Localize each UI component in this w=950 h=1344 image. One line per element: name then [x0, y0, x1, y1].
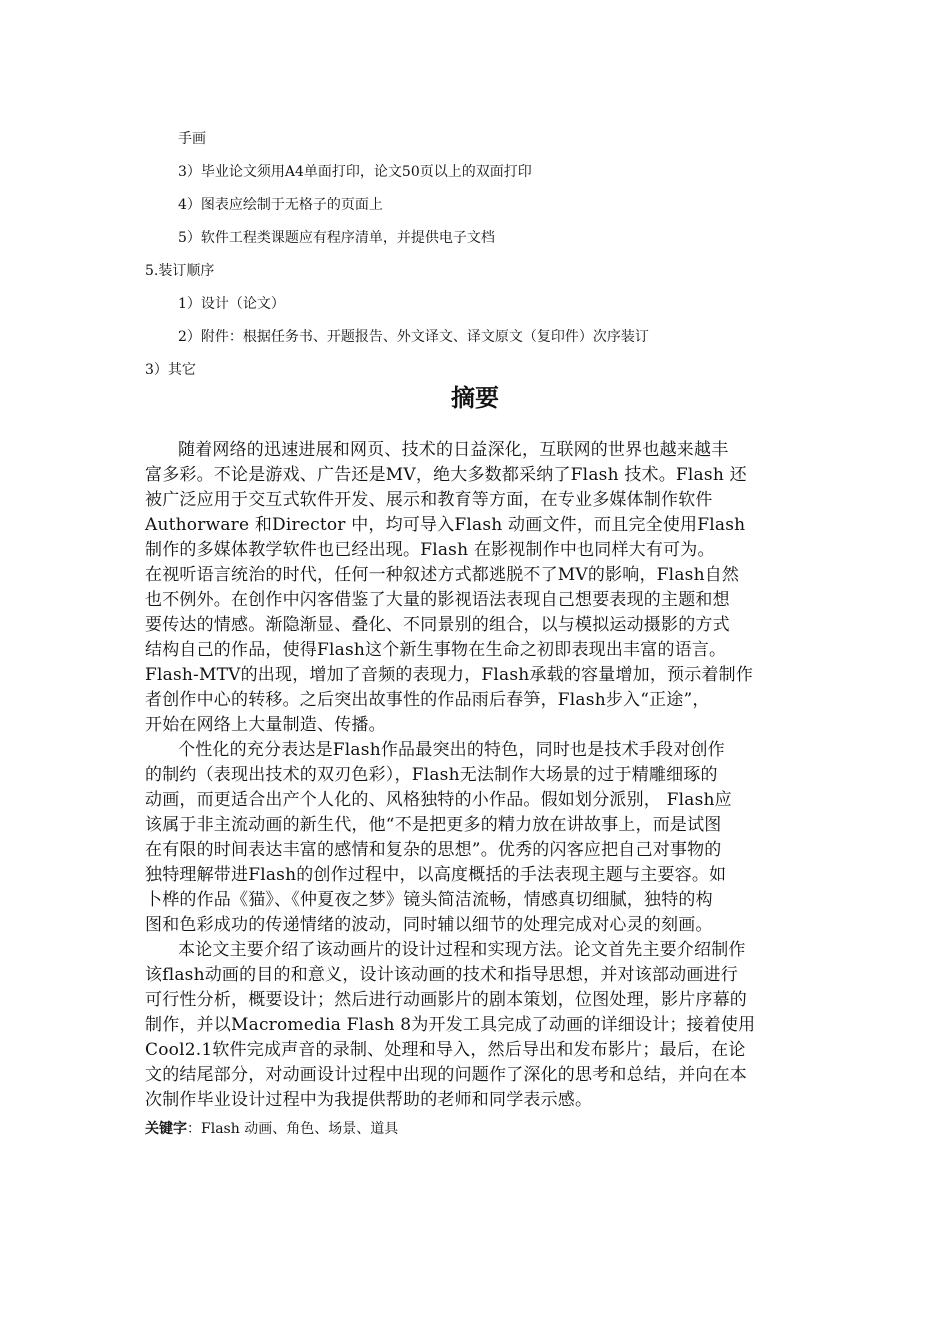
- abstract-line: 的制约（表现出技术的双刃色彩），Flash无法制作大场景的过于精雕细琢的: [145, 765, 718, 785]
- abstract-line: 本论文主要介绍了该动画片的设计过程和实现方法。论文首先主要介绍制作: [178, 940, 746, 960]
- abstract-line: 制作的多媒体教学软件也已经出现。Flash 在影视制作中也同样大有可为。: [145, 540, 715, 560]
- abstract-line: Flash-MTV的出现，增加了音频的表现力，Flash承载的容量增加，预示着制作: [145, 665, 754, 685]
- abstract-line: 也不例外。在创作中闪客借鉴了大量的影视语法表现自己想要表现的主题和想: [145, 590, 730, 610]
- abstract-line: 卜桦的作品《猫》、《仲夏夜之梦》镜头简洁流畅，情感真切细腻，独特的构: [145, 890, 713, 910]
- abstract-line: 者创作中心的转移。之后突出故事性的作品雨后春笋，Flash步入“正途”，: [145, 690, 710, 710]
- abstract-title: 摘要: [451, 384, 499, 412]
- abstract-line: 在有限的时间表达丰富的感情和复杂的思想”。优秀的闪客应把自己对事物的: [145, 840, 722, 860]
- section-heading: 5.装订顺序: [145, 263, 215, 279]
- list-item: 1）设计（论文）: [178, 296, 285, 312]
- list-item: 手画: [178, 131, 206, 147]
- abstract-line: 动画，而更适合出产个人化的、风格独特的小作品。假如划分派别， Flash应: [145, 790, 732, 810]
- abstract-line: 在视听语言统治的时代，任何一种叙述方式都逃脱不了MV的影响，Flash自然: [145, 565, 740, 585]
- abstract-line: Cool2.1软件完成声音的录制、处理和导入，然后导出和发布影片；最后，在论: [145, 1040, 746, 1060]
- abstract-line: 要传达的情感。渐隐渐显、叠化、不同景别的组合，以与模拟运动摄影的方式: [145, 615, 730, 635]
- abstract-line: 随着网络的迅速进展和网页、技术的日益深化，互联网的世界也越来越丰: [178, 440, 729, 460]
- abstract-line: 该flash动画的目的和意义，设计该动画的技术和指导思想，并对该部动画进行: [145, 965, 738, 985]
- abstract-line: 图和色彩成功的传递情绪的波动，同时辅以细节的处理完成对心灵的刻画。: [145, 915, 713, 935]
- keywords-line: [145, 1118, 398, 1138]
- abstract-line: 被广泛应用于交互式软件开发、展示和教育等方面，在专业多媒体制作软件: [145, 490, 713, 510]
- list-item: 3）毕业论文须用A4单面打印，论文50页以上的双面打印: [178, 164, 532, 180]
- abstract-line: 个性化的充分表达是Flash作品最突出的特色，同时也是技术手段对创作: [178, 740, 725, 760]
- abstract-line: 结构自己的作品，使得Flash这个新生事物在生命之初即表现出丰富的语言。: [145, 640, 727, 660]
- abstract-line: 该属于非主流动画的新生代，他“不是把更多的精力放在讲故事上，而是试图: [145, 815, 722, 835]
- abstract-line: 富多彩。不论是游戏、广告还是MV，绝大多数都采纳了Flash 技术。Flash 还: [145, 465, 747, 485]
- list-item: 2）附件：根据任务书、开题报告、外文译文、译文原文（复印件）次序装订: [178, 329, 649, 345]
- abstract-line: 可行性分析，概要设计；然后进行动画影片的剧本策划，位图处理，影片序幕的: [145, 990, 747, 1010]
- abstract-line: 文的结尾部分，对动画设计过程中出现的问题作了深化的思考和总结，并向在本: [145, 1065, 747, 1085]
- keywords-text: ：Flash 动画、角色、场景、道具: [187, 1121, 399, 1137]
- list-item: 3）其它: [145, 362, 196, 378]
- list-item: 4）图表应绘制于无格子的页面上: [178, 197, 383, 213]
- abstract-line: 开始在网络上大量制造、传播。: [145, 715, 386, 735]
- abstract-line: 独特理解带进Flash的创作过程中，以高度概括的手法表现主题与主要容。如: [145, 865, 727, 885]
- abstract-line: 次制作毕业设计过程中为我提供帮助的老师和同学表示感。: [145, 1090, 593, 1110]
- keywords-label: 关键字: [145, 1121, 187, 1137]
- list-item: 5）软件工程类课题应有程序清单，并提供电子文档: [178, 230, 495, 246]
- abstract-line: Authorware 和Director 中，均可导入Flash 动画文件，而且完全使用Flash: [145, 515, 746, 535]
- abstract-line: 制作，并以Macromedia Flash 8为开发工具完成了动画的详细设计；接着使用: [145, 1015, 756, 1035]
